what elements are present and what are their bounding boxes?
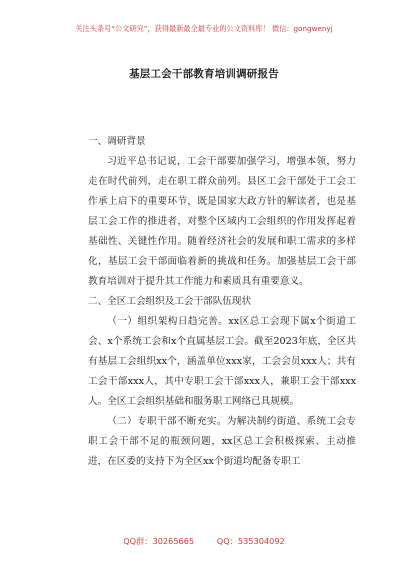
item-organization-lead: （一）组织架构日趋完善。	[107, 316, 229, 327]
item-staff-paragraph	[88, 412, 356, 472]
document-title: 基层工会干部教育培训调研报告	[129, 68, 279, 80]
item-staff-body: 为解决制约街道、系统工会专职工会干部不足的瓶颈问题，xx区总工会积极探索、主动推进，在区委的支持下为全区xx个街道均配备专职工	[88, 416, 356, 467]
footer-contact	[0, 536, 408, 547]
header-promo-banner: 关注头条号“公文研究”，获得最新最全最专业的公文资料库！ 微信：gongwenyj	[75, 24, 333, 33]
item-staff-lead: （二）专职干部不断充实。	[107, 416, 227, 427]
section-heading-background: 一、调研背景	[88, 136, 146, 147]
footer-qq-number: QQ：535304092	[216, 536, 285, 546]
section-heading-current-status: 二、全区工会组织及工会干部队伍现状	[88, 296, 252, 307]
footer-qq-group: QQ群：30265665	[123, 536, 195, 546]
document-body	[88, 112, 356, 472]
item-organization-paragraph	[88, 312, 356, 412]
background-paragraph: 习近平总书记说，工会干部要加强学习，增强本领，努力走在时代前列，走在职工群众前列。县区工会干部处于工会工作承上启下的重要环节，既是国家大政方针的解读者，也是基层工会工作的推进者，对整个区域内工会组织的作用发挥起着基础性、关键性作用。随着经济社会的发展和职工需求的多样化，基层工会干部面临着新的挑战和任务。加强基层工会干部教育培训对于提升其工作能力和素质具有重要意义。	[88, 156, 356, 287]
item-organization-body: xx区总工会现下属x个街道工会、x个系统工会和x个直属基层工会。截至2023年底，全区共有基层工会组织xx个，涵盖单位xxx家，工会会员xxx人；共有工会干部xxx人，其中专职工会干部xxx人，兼职工会干部xxx人。全区工会组织基础和服务职工网络已具规模。	[88, 316, 357, 407]
